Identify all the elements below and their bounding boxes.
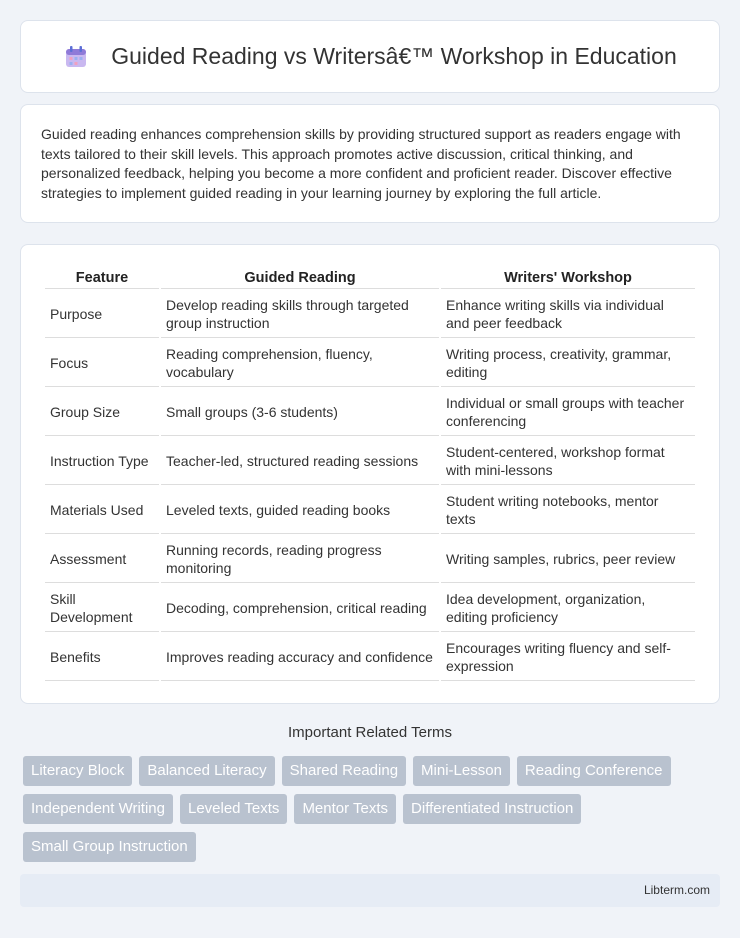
row-guided-reading: Reading comprehension, fluency, vocabulary <box>161 340 439 387</box>
table-row <box>45 536 695 583</box>
row-feature: Focus <box>45 340 159 387</box>
row-feature: Materials Used <box>45 487 159 534</box>
row-guided-reading: Small groups (3-6 students) <box>161 389 439 436</box>
term-tag[interactable]: Mini-Lesson <box>413 756 510 786</box>
calendar-icon <box>63 44 89 70</box>
header-feature: Feature <box>45 267 159 289</box>
row-guided-reading: Improves reading accuracy and confidence <box>161 634 439 681</box>
table-row <box>45 291 695 338</box>
row-guided-reading: Develop reading skills through targeted group instruction <box>161 291 439 338</box>
table-row <box>45 487 695 534</box>
row-writers-workshop: Student-centered, workshop format with mini-lessons <box>441 438 695 485</box>
table-row <box>45 340 695 387</box>
row-feature: Instruction Type <box>45 438 159 485</box>
intro-text: Guided reading enhances comprehension skills by providing structured support as readers engage with texts tailored to their skill levels. This approach promotes active discussion, critical thinking, and personalized feedback, helping you become a more confident and proficient reader. Discover effective strategies to implement guided reading in your learning journey by exploring the full article. <box>41 126 681 201</box>
row-guided-reading: Leveled texts, guided reading books <box>161 487 439 534</box>
row-feature: Assessment <box>45 536 159 583</box>
comparison-table <box>43 265 697 683</box>
term-tag[interactable]: Leveled Texts <box>180 794 287 824</box>
table-header-row <box>45 267 695 289</box>
row-guided-reading: Teacher-led, structured reading sessions <box>161 438 439 485</box>
page-title: Guided Reading vs Writersâ€™ Workshop in Education <box>111 43 677 69</box>
row-writers-workshop: Individual or small groups with teacher conferencing <box>441 389 695 436</box>
header-card <box>20 20 720 93</box>
row-guided-reading: Decoding, comprehension, critical reading <box>161 585 439 632</box>
comparison-table-card <box>20 244 720 704</box>
term-tag[interactable]: Mentor Texts <box>294 794 396 824</box>
term-tag[interactable]: Differentiated Instruction <box>403 794 581 824</box>
footer <box>20 874 720 907</box>
term-tag[interactable]: Independent Writing <box>23 794 173 824</box>
header-writers-workshop: Writers' Workshop <box>441 267 695 289</box>
header-guided-reading: Guided Reading <box>161 267 439 289</box>
row-feature: Group Size <box>45 389 159 436</box>
term-tag[interactable]: Balanced Literacy <box>139 756 274 786</box>
row-feature: Purpose <box>45 291 159 338</box>
related-terms-title: Important Related Terms <box>288 724 452 741</box>
related-terms-list <box>23 756 723 862</box>
table-row <box>45 634 695 681</box>
row-writers-workshop: Enhance writing skills via individual and peer feedback <box>441 291 695 338</box>
table-row <box>45 585 695 632</box>
row-feature: Benefits <box>45 634 159 681</box>
table-row <box>45 389 695 436</box>
row-guided-reading: Running records, reading progress monitoring <box>161 536 439 583</box>
term-tag[interactable]: Small Group Instruction <box>23 832 196 862</box>
row-writers-workshop: Encourages writing fluency and self-expression <box>441 634 695 681</box>
row-writers-workshop: Writing process, creativity, grammar, editing <box>441 340 695 387</box>
intro-card <box>20 104 720 223</box>
term-tag[interactable]: Shared Reading <box>282 756 406 786</box>
row-feature: Skill Development <box>45 585 159 632</box>
row-writers-workshop: Student writing notebooks, mentor texts <box>441 487 695 534</box>
row-writers-workshop: Writing samples, rubrics, peer review <box>441 536 695 583</box>
footer-site-link[interactable]: Libterm.com <box>643 883 710 897</box>
term-tag[interactable]: Literacy Block <box>23 756 132 786</box>
term-tag[interactable]: Reading Conference <box>517 756 671 786</box>
table-row <box>45 438 695 485</box>
row-writers-workshop: Idea development, organization, editing proficiency <box>441 585 695 632</box>
